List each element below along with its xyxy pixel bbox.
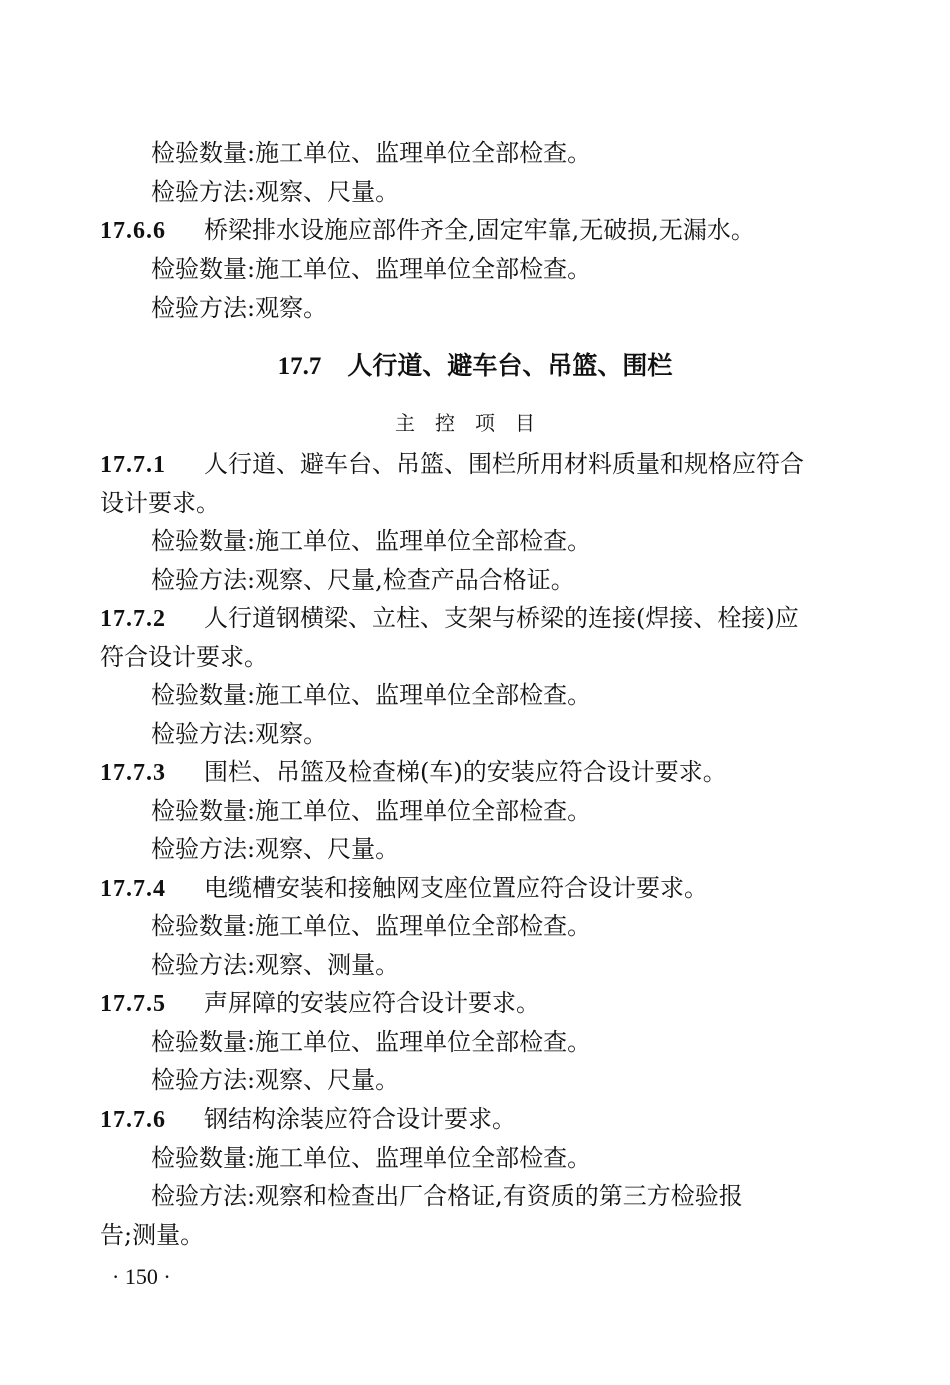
clause-text: 人行道、避车台、吊篮、围栏所用材料质量和规格应符合 bbox=[204, 450, 804, 478]
inspection-quantity-line: 检验数量:施工单位、监理单位全部检查。 bbox=[151, 255, 592, 283]
inspection-quantity-line: 检验数量:施工单位、监理单位全部检查。 bbox=[151, 1028, 592, 1056]
inspection-quantity-line: 检验数量:施工单位、监理单位全部检查。 bbox=[151, 527, 592, 555]
clause-17-7-6 bbox=[100, 1102, 840, 1137]
clause-text: 围栏、吊篮及检查梯(车)的安装应符合设计要求。 bbox=[204, 758, 727, 786]
clause-text: 桥梁排水设施应部件齐全,固定牢靠,无破损,无漏水。 bbox=[204, 216, 755, 244]
clause-text: 电缆槽安装和接触网支座位置应符合设计要求。 bbox=[204, 874, 708, 902]
clause-number: 17.7.6 bbox=[100, 1107, 166, 1133]
section-number: 17.7 bbox=[277, 353, 322, 380]
inspection-method-line: 检验方法:观察和检查出厂合格证,有资质的第三方检验报 bbox=[151, 1182, 743, 1210]
clause-number: 17.7.1 bbox=[100, 452, 166, 478]
inspection-method-line: 检验方法:观察、测量。 bbox=[151, 951, 400, 979]
clause-number: 17.7.5 bbox=[100, 991, 166, 1017]
clause-continuation: 符合设计要求。 bbox=[100, 643, 268, 671]
clause-text: 人行道钢横梁、立柱、支架与桥梁的连接(焊接、栓接)应 bbox=[204, 604, 799, 632]
inspection-quantity-line: 检验数量:施工单位、监理单位全部检查。 bbox=[151, 1144, 592, 1172]
inspection-quantity-line: 检验数量:施工单位、监理单位全部检查。 bbox=[151, 139, 592, 167]
clause-continuation: 告;测量。 bbox=[100, 1221, 205, 1249]
inspection-method-line: 检验方法:观察。 bbox=[151, 720, 328, 748]
clause-continuation: 设计要求。 bbox=[100, 489, 220, 517]
inspection-method-line: 检验方法:观察。 bbox=[151, 294, 328, 322]
subheading: 主控项目 bbox=[395, 411, 555, 435]
clause-17-7-5 bbox=[100, 986, 840, 1021]
inspection-method-line: 检验方法:观察、尺量。 bbox=[151, 178, 400, 206]
inspection-quantity-line: 检验数量:施工单位、监理单位全部检查。 bbox=[151, 912, 592, 940]
inspection-quantity-line: 检验数量:施工单位、监理单位全部检查。 bbox=[151, 797, 592, 825]
clause-17-7-2 bbox=[100, 601, 840, 636]
clause-number: 17.7.3 bbox=[100, 760, 166, 786]
section-title bbox=[0, 348, 950, 385]
inspection-method-line: 检验方法:观察、尺量,检查产品合格证。 bbox=[151, 566, 575, 594]
clause-17-7-4 bbox=[100, 871, 840, 906]
clause-17-6-6 bbox=[100, 213, 840, 248]
clause-text: 声屏障的安装应符合设计要求。 bbox=[204, 989, 540, 1017]
inspection-method-line: 检验方法:观察、尺量。 bbox=[151, 835, 400, 863]
inspection-quantity-line: 检验数量:施工单位、监理单位全部检查。 bbox=[151, 681, 592, 709]
inspection-method-line: 检验方法:观察、尺量。 bbox=[151, 1066, 400, 1094]
clause-17-7-3 bbox=[100, 755, 840, 790]
clause-number: 17.7.4 bbox=[100, 876, 166, 902]
clause-17-7-1 bbox=[100, 447, 840, 482]
clause-number: 17.7.2 bbox=[100, 606, 166, 632]
page-number: · 150 · bbox=[112, 1264, 171, 1289]
clause-text: 钢结构涂装应符合设计要求。 bbox=[204, 1105, 516, 1133]
clause-number: 17.6.6 bbox=[100, 218, 166, 244]
section-heading-text: 人行道、避车台、吊篮、围栏 bbox=[347, 351, 673, 380]
